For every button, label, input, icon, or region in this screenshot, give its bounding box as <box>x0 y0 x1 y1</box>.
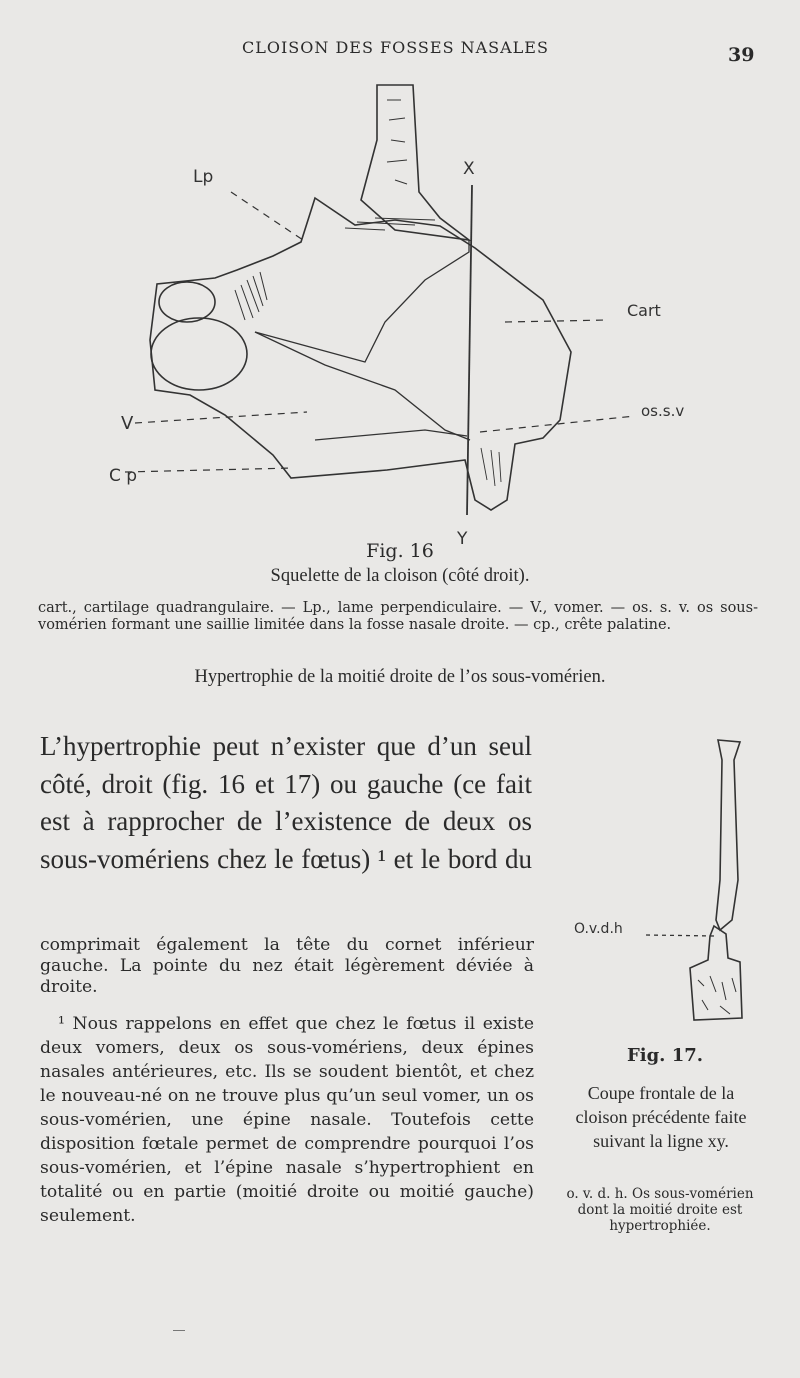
section-line-xy <box>467 185 472 515</box>
label-lp: Lp <box>193 167 214 187</box>
main-paragraph: L’hypertrophie peut n’exister que d’un seul côté, droit (fig. 16 et 17) ou gauche (ce fait est à rapprocher de l’existence de deux os sous-vomériens chez le fœtus) ¹ et le bord du <box>40 731 532 874</box>
page-number: 39 <box>728 44 755 66</box>
label-os-s-v: os.s.v <box>641 402 685 420</box>
perpendicular-plate <box>361 85 469 240</box>
label-cp: C p <box>109 466 138 486</box>
label-y: Y <box>457 529 468 549</box>
label-cart: Cart <box>627 301 661 320</box>
label-v: V <box>121 413 134 434</box>
figure-16-legend: cart., cartilage quadrangulaire. — Lp., lame perpendiculaire. — V., vomer. — os. s. v. os sous-vomérien formant une saillie limitée dans la fosse nasale droite. — cp., crête palatine. <box>38 600 758 633</box>
septum-outline <box>150 198 571 510</box>
figure-17-illustration <box>570 730 770 1030</box>
section-subheading: Hypertrophie de la moitié droite de l’os sous-vomérien. <box>194 667 606 687</box>
figure-16-illustration <box>95 80 715 560</box>
label-x: X <box>463 159 475 179</box>
label-ovdh: O.v.d.h <box>574 921 623 937</box>
body-paragraph: comprimait également la tête du cornet inférieur gauche. La pointe du nez était légèrement déviée à droite. <box>40 935 534 997</box>
figure-16-subtitle: Squelette de la cloison (côté droit). <box>270 566 530 586</box>
footnote: ¹ Nous rappelons en effet que chez le fœtus il existe deux vomers, deux os sous-vomériens, deux épines nasales antérieures, etc. Ils se soudent bientôt, et chez le nouveau-né on ne trouve plus qu’un seul vomer, un os sous-vomérien, une épine nasale. Toutefois cette disposition fœtale permet de comprendre pourquoi l’os sous-vomérien, et l’épine nasale s’hypertrophient en totalité ou en partie (moitié droite ou moitié gauche) seulement. <box>40 1014 534 1226</box>
page-mark <box>173 1330 185 1331</box>
figure-17-title: Fig. 17. <box>626 1045 704 1066</box>
figure-17-note: o. v. d. h. Os sous-vomérien dont la moitié droite est hypertrophiée. <box>566 1186 754 1234</box>
figure-16-title: Fig. 16 <box>366 540 434 562</box>
figure-17-caption: Coupe frontale de la cloison précédente faite suivant la ligne xy. <box>575 1083 747 1151</box>
running-head: CLOISON DES FOSSES NASALES <box>242 38 549 57</box>
